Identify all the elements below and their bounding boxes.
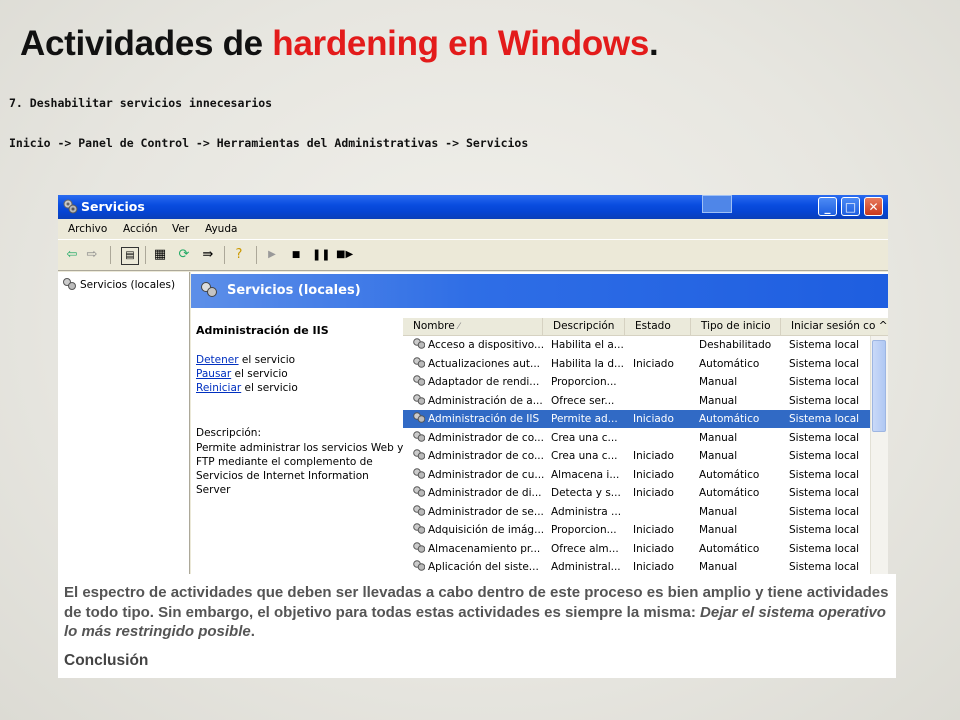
export-list-icon[interactable]: ⇛ xyxy=(202,247,214,262)
cell-state xyxy=(633,355,697,373)
cell-description xyxy=(551,521,631,539)
article-snippet xyxy=(58,574,896,678)
cell-state-text: Iniciado xyxy=(633,487,674,499)
action-text: el servicio xyxy=(238,354,296,366)
cell-name-text: Administrador de di... xyxy=(428,487,542,499)
cell-name-text: Actualizaciones aut... xyxy=(428,357,541,370)
cell-start-type xyxy=(699,392,785,410)
cell-description xyxy=(551,503,631,521)
cell-name-text: Administrador de se... xyxy=(428,505,544,518)
minimize-button[interactable]: _ xyxy=(818,197,837,216)
snippet-paragraph xyxy=(64,583,890,642)
cell-name-text: Administración de a... xyxy=(428,394,543,407)
list-header xyxy=(403,318,888,336)
cell-start-type xyxy=(699,355,785,373)
cell-description xyxy=(551,484,631,502)
cell-state xyxy=(633,484,697,502)
cell-name xyxy=(413,392,553,410)
restart-service-icon[interactable]: ■▶ xyxy=(336,249,354,260)
cell-start-type-text: Automático xyxy=(699,542,760,555)
table-row[interactable] xyxy=(403,466,871,484)
table-row[interactable] xyxy=(403,355,871,373)
toolbar-separator xyxy=(110,246,111,264)
cell-name-text: Adaptador de rendi... xyxy=(428,376,540,388)
action-restart xyxy=(196,382,298,394)
cell-logon xyxy=(789,503,873,521)
cell-description-text: Ofrece alm... xyxy=(551,542,619,555)
cell-name xyxy=(413,410,553,428)
service-gears-icon xyxy=(413,357,425,368)
cell-description xyxy=(551,336,631,354)
cell-start-type-text: Manual xyxy=(699,450,738,462)
cell-logon xyxy=(789,484,873,502)
table-row[interactable] xyxy=(403,447,871,465)
cell-state-text: Iniciado xyxy=(633,450,674,462)
action-stop xyxy=(196,354,295,366)
cell-description xyxy=(551,466,631,484)
cell-logon-text: Sistema local xyxy=(789,487,860,499)
snippet-period: . xyxy=(250,623,255,640)
cell-name xyxy=(413,540,553,558)
cell-start-type xyxy=(699,521,785,539)
cell-name-text: Administración de IIS xyxy=(428,413,540,425)
menu-ver[interactable]: Ver xyxy=(172,223,190,235)
column-header-state[interactable]: Estado xyxy=(625,318,691,335)
column-label: Nombre xyxy=(413,320,455,332)
back-arrow-icon[interactable]: ⇦ xyxy=(66,247,78,262)
cell-logon-text: Sistema local xyxy=(789,376,860,388)
cell-start-type xyxy=(699,429,785,447)
cell-description-text: Habilita el a... xyxy=(551,339,624,351)
cell-name xyxy=(413,373,553,391)
cell-logon-text: Sistema local xyxy=(789,450,860,462)
cell-start-type-text: Manual xyxy=(699,505,738,518)
cell-logon xyxy=(789,466,873,484)
menu-archivo[interactable]: Archivo xyxy=(68,223,108,235)
cell-name-text: Almacenamiento pr... xyxy=(428,542,541,555)
cell-start-type xyxy=(699,447,785,465)
cell-state xyxy=(633,447,697,465)
cell-state xyxy=(633,540,697,558)
column-header-start-type[interactable]: Tipo de inicio xyxy=(691,318,781,335)
cell-start-type-text: Deshabilitado xyxy=(699,339,772,351)
tree-item-label: Servicios (locales) xyxy=(80,279,176,291)
gears-icon xyxy=(63,278,76,290)
service-gears-icon xyxy=(413,486,425,497)
cell-start-type-text: Automático xyxy=(699,357,760,370)
cell-logon-text: Sistema local xyxy=(789,561,860,573)
cell-logon xyxy=(789,429,873,447)
service-gears-icon xyxy=(413,523,425,534)
cell-state-text: Iniciado xyxy=(633,524,674,536)
description-text: Permite administrar los servicios Web y FTP mediante el complemento de Servicios de Internet Information Server xyxy=(196,442,404,496)
table-row[interactable] xyxy=(403,540,871,558)
window-titlebar[interactable] xyxy=(58,195,888,219)
service-gears-icon xyxy=(413,449,425,460)
cell-start-type-text: Manual xyxy=(699,561,738,573)
vertical-scrollbar[interactable] xyxy=(870,336,888,578)
stop-service-icon[interactable]: ■ xyxy=(291,250,301,260)
cell-logon xyxy=(789,336,873,354)
services-window xyxy=(58,195,888,578)
maximize-button[interactable]: □ xyxy=(841,197,860,216)
cell-start-type xyxy=(699,336,785,354)
cell-name-text: Administrador de cu... xyxy=(428,468,545,481)
show-tree-icon[interactable]: ▤ xyxy=(121,247,139,265)
service-gears-icon xyxy=(413,412,425,423)
column-header-logon[interactable] xyxy=(781,318,888,335)
title-text: Actividades de xyxy=(20,24,273,63)
cell-logon-text: Sistema local xyxy=(789,468,860,481)
service-gears-icon xyxy=(413,560,425,571)
title-accent-text: hardening en Windows xyxy=(272,24,650,63)
cell-name xyxy=(413,429,553,447)
cell-description xyxy=(551,373,631,391)
title-period: . xyxy=(649,24,659,63)
cell-name xyxy=(413,447,553,465)
table-row[interactable] xyxy=(403,410,871,428)
close-button[interactable]: ✕ xyxy=(864,197,883,216)
service-gears-icon xyxy=(413,468,425,479)
start-service-icon[interactable]: ▶ xyxy=(268,249,276,260)
column-label: Iniciar sesión co xyxy=(791,320,876,332)
cell-logon-text: Sistema local xyxy=(789,339,860,351)
toolbar-separator xyxy=(224,246,225,264)
sort-icon: ⁄ xyxy=(458,322,460,332)
scrollbar-thumb[interactable] xyxy=(872,340,886,432)
toolbar xyxy=(58,239,888,271)
cell-logon-text: Sistema local xyxy=(789,413,860,425)
table-row[interactable] xyxy=(403,521,871,539)
cell-logon-text: Sistema local xyxy=(789,524,860,536)
description-pane xyxy=(191,310,404,578)
pause-link[interactable]: Pausar xyxy=(196,368,232,380)
refresh-icon[interactable]: ⟳ xyxy=(178,247,190,262)
cell-start-type xyxy=(699,373,785,391)
service-gears-icon xyxy=(413,338,425,349)
cell-description xyxy=(551,410,631,428)
cell-logon xyxy=(789,540,873,558)
cell-start-type xyxy=(699,484,785,502)
cell-description-text: Proporcion... xyxy=(551,524,617,536)
cell-name xyxy=(413,466,553,484)
snippet-heading: Conclusión xyxy=(64,652,149,669)
content-header-title: Servicios (locales) xyxy=(227,283,361,298)
cell-start-type xyxy=(699,410,785,428)
cell-logon-text: Sistema local xyxy=(789,542,860,555)
subtitle-step: 7. Deshabilitar servicios innecesarios xyxy=(9,96,273,110)
content-area xyxy=(191,272,888,578)
column-header-name[interactable] xyxy=(403,318,543,335)
stop-link[interactable]: Detener xyxy=(196,354,239,366)
cell-description xyxy=(551,447,631,465)
cell-description-text: Permite ad... xyxy=(551,413,618,425)
cell-logon xyxy=(789,521,873,539)
cell-logon xyxy=(789,392,873,410)
cell-name xyxy=(413,355,553,373)
slide-title xyxy=(20,24,658,64)
properties-icon[interactable]: ▦ xyxy=(153,247,167,262)
menu-accion[interactable]: Acción xyxy=(123,223,158,235)
service-gears-icon xyxy=(413,375,425,386)
taskbar-flag-icon xyxy=(702,195,732,213)
cell-logon xyxy=(789,355,873,373)
cell-description-text: Proporcion... xyxy=(551,376,617,388)
snippet-text: El espectro de actividades que deben ser llevadas a cabo dentro de este proceso es bien amplio y tiene actividades de todo tipo. Sin embargo, el objetivo para todas estas actividades es siempre la misma: xyxy=(64,584,889,621)
table-row[interactable] xyxy=(403,373,871,391)
service-gears-icon xyxy=(413,505,425,516)
cell-description-text: Administral... xyxy=(551,561,621,573)
cell-logon-text: Sistema local xyxy=(789,394,860,407)
cell-name-text: Adquisición de imág... xyxy=(428,524,545,536)
tree-pane xyxy=(58,272,190,578)
cell-logon xyxy=(789,410,873,428)
toolbar-separator xyxy=(145,246,146,264)
column-header-description[interactable]: Descripción xyxy=(543,318,625,335)
service-gears-icon xyxy=(413,542,425,553)
action-text: el servicio xyxy=(231,368,288,380)
cell-state xyxy=(633,466,697,484)
help-icon[interactable]: ? xyxy=(235,247,243,262)
cell-name xyxy=(413,336,553,354)
cell-name xyxy=(413,521,553,539)
selected-service-title: Administración de IIS xyxy=(196,324,329,337)
cell-start-type-text: Manual xyxy=(699,431,738,444)
service-gears-icon xyxy=(413,394,425,405)
window-title: Servicios xyxy=(81,199,145,214)
table-row[interactable] xyxy=(403,392,871,410)
table-row[interactable] xyxy=(403,336,871,354)
cell-state-text: Iniciado xyxy=(633,542,674,555)
toolbar-separator xyxy=(256,246,257,264)
cell-description-text: Crea una c... xyxy=(551,450,618,462)
action-text: el servicio xyxy=(241,382,298,394)
cell-logon-text: Sistema local xyxy=(789,431,860,444)
tree-item-services-local[interactable] xyxy=(63,278,175,291)
cell-logon-text: Sistema local xyxy=(789,505,860,518)
cell-start-type-text: Automático xyxy=(699,413,760,425)
cell-description-text: Crea una c... xyxy=(551,431,618,444)
cell-name-text: Acceso a dispositivo... xyxy=(428,339,545,351)
cell-logon-text: Sistema local xyxy=(789,357,860,370)
cell-state-text: Iniciado xyxy=(633,413,674,425)
cell-description-text: Almacena i... xyxy=(551,468,620,481)
gears-icon xyxy=(201,282,217,298)
pause-service-icon[interactable]: ❚❚ xyxy=(312,248,331,261)
services-list xyxy=(403,310,888,578)
action-pause xyxy=(196,368,288,380)
cell-description xyxy=(551,540,631,558)
cell-name xyxy=(413,484,553,502)
content-header xyxy=(191,274,888,308)
cell-start-type-text: Manual xyxy=(699,524,738,536)
cell-logon xyxy=(789,447,873,465)
cell-description xyxy=(551,355,631,373)
cell-start-type-text: Manual xyxy=(699,394,738,407)
cell-description-text: Administra ... xyxy=(551,505,622,518)
menubar xyxy=(58,219,888,239)
cell-description-text: Detecta y s... xyxy=(551,487,621,499)
forward-arrow-icon[interactable]: ⇨ xyxy=(86,247,98,262)
table-row[interactable] xyxy=(403,429,871,447)
cell-name-text: Aplicación del siste... xyxy=(428,561,539,573)
description-label: Descripción: xyxy=(196,427,261,439)
cell-description-text: Ofrece ser... xyxy=(551,394,615,407)
cell-name-text: Administrador de co... xyxy=(428,450,544,462)
cell-name-text: Administrador de co... xyxy=(428,431,544,444)
cell-start-type-text: Manual xyxy=(699,376,738,388)
cell-state xyxy=(633,521,697,539)
cell-state-text: Iniciado xyxy=(633,468,674,481)
cell-state xyxy=(633,410,697,428)
cell-start-type-text: Automático xyxy=(699,468,760,481)
scroll-up-icon[interactable]: ^ xyxy=(878,320,888,332)
service-gears-icon xyxy=(413,431,425,442)
cell-logon xyxy=(789,373,873,391)
cell-state-text: Iniciado xyxy=(633,357,674,370)
subtitle-path: Inicio -> Panel de Control -> Herramientas del Administrativas -> Servicios xyxy=(9,136,529,150)
table-row[interactable] xyxy=(403,503,871,521)
cell-start-type-text: Automático xyxy=(699,487,760,499)
cell-start-type xyxy=(699,540,785,558)
menu-ayuda[interactable]: Ayuda xyxy=(205,223,238,235)
cell-name xyxy=(413,503,553,521)
cell-start-type xyxy=(699,503,785,521)
cell-start-type xyxy=(699,466,785,484)
restart-link[interactable]: Reiniciar xyxy=(196,382,242,394)
snippet-emphasis: Dejar el sistema operativo lo más restringido posible xyxy=(64,603,886,640)
cell-description xyxy=(551,392,631,410)
cell-description-text: Habilita la d... xyxy=(551,357,625,370)
table-row[interactable] xyxy=(403,484,871,502)
cell-description xyxy=(551,429,631,447)
cell-state-text: Iniciado xyxy=(633,561,674,573)
gears-icon xyxy=(63,199,78,214)
